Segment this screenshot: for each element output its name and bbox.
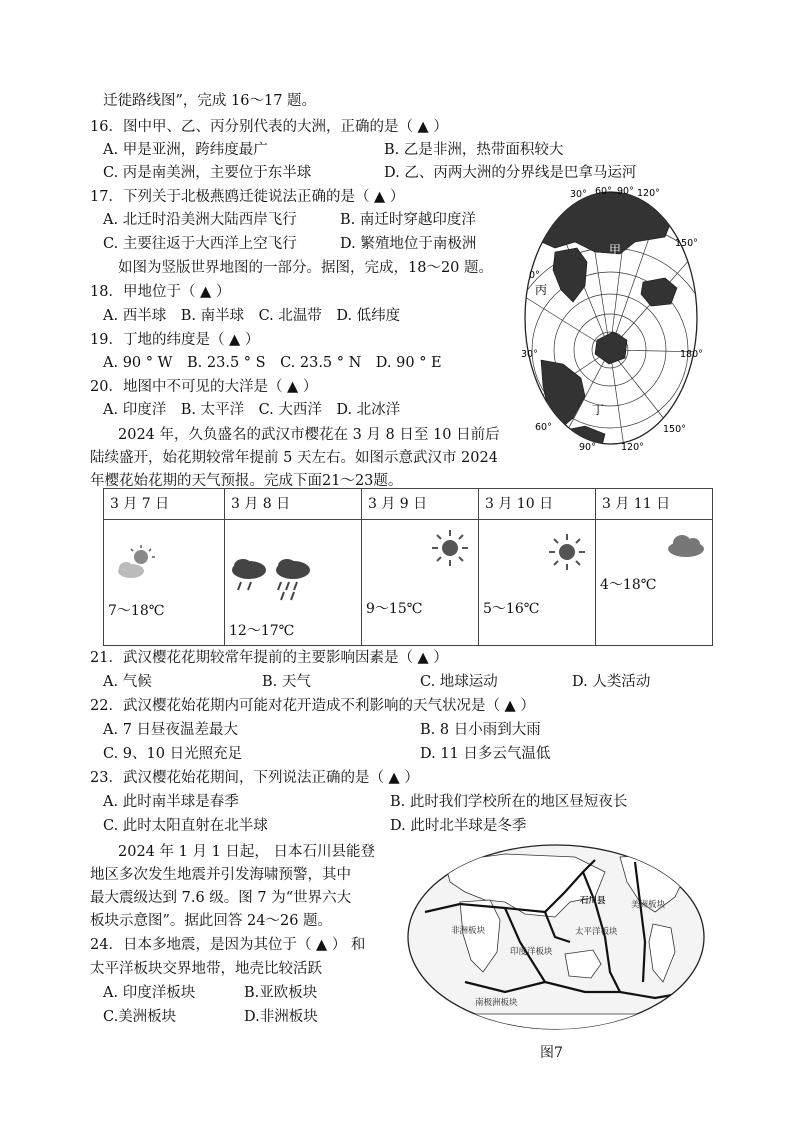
q24-stem-1: 24．日本多地震，是因为其位于（ ▲ ） 和 <box>90 937 366 953</box>
q22-option-b: B. 8 日小雨到大雨 <box>420 722 541 738</box>
intro-line: 迁徙路线图”，完成 16～17 题。 <box>103 93 317 109</box>
weather-cell <box>225 520 362 646</box>
map1-label: 90° <box>579 442 596 453</box>
q20-stem: 20．地图中不可见的大洋是（ ▲ ） <box>90 379 318 395</box>
q16-option-a: A. 甲是亚洲，跨纬度最广 <box>103 142 268 158</box>
place-jia: 甲 <box>609 243 622 257</box>
q23-option-c: C. 此时太阳直射在北半球 <box>103 818 268 834</box>
q18-stem: 18．甲地位于（ ▲ ） <box>90 284 231 300</box>
wuhan-intro-1: 2024 年，久负盛名的武汉市樱花在 3 月 8 日至 10 日前后 <box>118 427 500 443</box>
q21-stem: 21．武汉樱花花期较常年提前的主要影响因素是（ ▲ ） <box>90 650 448 666</box>
q17-option-a: A. 北迁时沿美洲大陆西岸飞行 <box>103 212 297 228</box>
plates-label: 印度洋板块 <box>510 947 553 957</box>
sun-icon <box>547 532 587 572</box>
q21-option-d: D. 人类活动 <box>572 674 651 690</box>
q22-option-a: A. 7 日昼夜温差最大 <box>103 722 239 738</box>
quake-intro-3: 最大震级达到 7.6 级。图 7 为“世界六大 <box>90 890 352 906</box>
q24-option-a: A. 印度洋板块 <box>103 985 196 1001</box>
q16-option-b: B. 乙是非洲，热带面积较大 <box>384 142 564 158</box>
q22-option-d: D. 11 日多云气温低 <box>420 746 551 762</box>
quake-intro-2: 地区多次发生地震并引发海啸预警，其中 <box>90 867 351 883</box>
map1-label: 30° <box>521 349 538 360</box>
map1-label: 180° <box>680 349 703 360</box>
quake-intro-1: 2024 年 1 月 1 日起， 日本石川县能登 <box>118 844 376 860</box>
q24-option-d: D.非洲板块 <box>244 1009 318 1025</box>
plates-label: 美洲板块 <box>631 900 666 910</box>
q24-option-c: C.美洲板块 <box>103 1009 177 1025</box>
weather-cell <box>104 520 225 646</box>
q22-stem: 22．武汉樱花始花期内可能对花开造成不利影响的天气状况是（ ▲ ） <box>90 698 535 714</box>
map1-label: 90° <box>617 186 634 197</box>
world-plates-map <box>405 842 707 1032</box>
weather-temp: 4～18℃ <box>600 577 657 593</box>
weather-date: 3 月 7 日 <box>104 489 225 520</box>
q20-options: A. 印度洋 B. 太平洋 C. 大西洋 D. 北冰洋 <box>103 402 401 418</box>
figure-7-caption: 图7 <box>540 1045 563 1061</box>
weather-temp: 7～18℃ <box>108 603 165 619</box>
place-ding: 丁 <box>592 403 605 417</box>
q21-option-a: A. 气候 <box>103 674 152 690</box>
weather-date: 3 月 10 日 <box>479 489 596 520</box>
q16-option-c: C. 丙是南美洲，主要位于东半球 <box>103 165 312 181</box>
weather-cell <box>362 520 479 646</box>
weather-cell <box>596 520 713 646</box>
map-intro: 如图为竖版世界地图的一部分。据图，完成，18～20 题。 <box>118 260 494 276</box>
map1-label: 150° <box>663 424 686 435</box>
weather-temp: 5～16℃ <box>483 601 540 617</box>
q23-option-d: D. 此时北半球是冬季 <box>390 818 527 834</box>
map1-label: 0° <box>529 270 540 281</box>
weather-date: 3 月 9 日 <box>362 489 479 520</box>
weather-temp: 9～15℃ <box>366 601 423 617</box>
place-bing: 丙 <box>535 283 548 297</box>
q23-option-b: B. 此时我们学校所在的地区昼短夜长 <box>390 794 628 810</box>
weather-forecast-table <box>103 488 713 646</box>
q17-option-b: B. 南迁时穿越印度洋 <box>340 212 476 228</box>
weather-date: 3 月 11 日 <box>596 489 713 520</box>
q17-option-c: C. 主要往返于大西洋上空飞行 <box>103 236 297 252</box>
q19-stem: 19．丁地的纬度是（ ▲ ） <box>90 332 260 348</box>
map1-label: 60° <box>595 186 612 197</box>
weather-temp: 12～17℃ <box>229 623 295 639</box>
plates-label: 非洲板块 <box>451 926 486 936</box>
map1-label: 120° <box>621 442 644 453</box>
place-yi: 乙 <box>597 253 610 267</box>
q21-option-c: C. 地球运动 <box>420 674 498 690</box>
q16-option-d: D. 乙、丙两大洲的分界线是巴拿马运河 <box>384 165 637 181</box>
wuhan-intro-3: 年樱花始花期的天气预报。完成下面21～23题。 <box>90 473 403 489</box>
cloud-icon <box>664 532 706 558</box>
polar-world-map <box>515 182 707 454</box>
q17-stem: 17．下列关于北极燕鸥迁徙说法正确的是（ ▲ ） <box>90 189 405 205</box>
plates-label: 太平洋板块 <box>575 927 618 937</box>
q16-stem: 16．图中甲、乙、丙分别代表的大洲，正确的是（ ▲ ） <box>90 119 448 135</box>
quake-intro-4: 板块示意图”。据此回答 24～26 题。 <box>90 913 333 929</box>
plates-label: 石川县 <box>580 896 606 906</box>
q21-option-b: B. 天气 <box>262 674 311 690</box>
wuhan-intro-2: 陆续盛开，始花期较常年提前 5 天左右。如图示意武汉市 2024 <box>90 450 498 466</box>
rain-icon <box>229 558 313 602</box>
q23-option-a: A. 此时南半球是春季 <box>103 794 239 810</box>
sun-icon <box>430 528 470 568</box>
map1-label: 120° <box>637 188 660 199</box>
q22-option-c: C. 9、10 日光照充足 <box>103 746 243 762</box>
plates-label: 南极洲板块 <box>475 998 518 1008</box>
sun-cloud-icon <box>114 544 158 580</box>
weather-date: 3 月 8 日 <box>225 489 362 520</box>
q18-options: A. 西半球 B. 南半球 C. 北温带 D. 低纬度 <box>103 308 401 324</box>
map1-label: 150° <box>675 238 698 249</box>
q24-stem-2: 太平洋板块交界地带，地壳比较活跃 <box>90 961 322 977</box>
q17-option-d: D. 繁殖地位于南极洲 <box>340 236 477 252</box>
map1-label: 60° <box>535 422 552 433</box>
weather-cell <box>479 520 596 646</box>
q23-stem: 23．武汉樱花始花期间，下列说法正确的是（ ▲ ） <box>90 770 419 786</box>
map1-label: 30° <box>570 189 587 200</box>
q24-option-b: B.亚欧板块 <box>244 985 318 1001</box>
q19-options: A. 90 ° W B. 23.5 ° S C. 23.5 ° N D. 90 ° E <box>103 355 442 371</box>
